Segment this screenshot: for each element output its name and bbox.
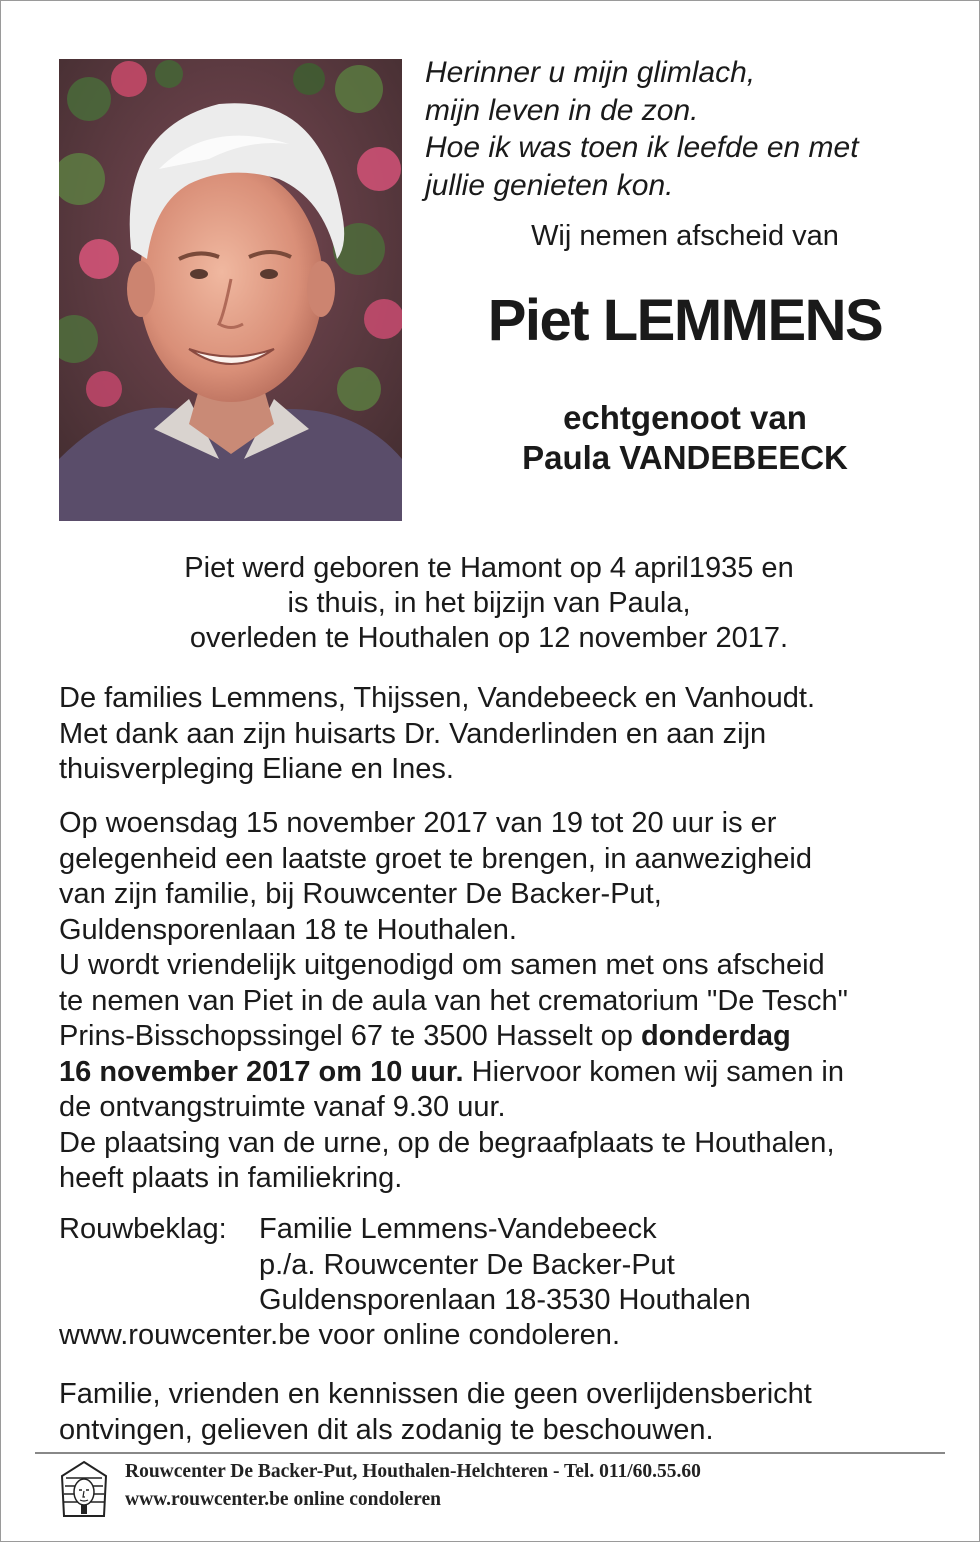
text-line: De plaatsing van de urne, op de begraafplaats te Houthalen, (59, 1126, 835, 1159)
text-line: Familie, vrienden en kennissen die geen overlijdensbericht (59, 1378, 812, 1410)
text-line: van zijn familie, bij Rouwcenter De Backer-Put, (59, 878, 662, 910)
text-line: is thuis, in het bijzijn van Paula, (287, 587, 691, 619)
condolence-website: www.rouwcenter.be voor online condoleren. (59, 1319, 620, 1351)
families-paragraph (59, 681, 939, 788)
portrait-photo (59, 59, 402, 521)
text-line (59, 1019, 939, 1055)
address-line: Guldensporenlaan 18-3530 Houthalen (259, 1284, 751, 1316)
text-line: De families Lemmens, Thijssen, Vandebeeck en Vanhoudt. (59, 682, 816, 714)
text-segment: Prins-Bisschopssingel 67 te 3500 Hasselt op (59, 1020, 641, 1052)
address-line: Familie Lemmens-Vandebeeck (259, 1213, 657, 1245)
deceased-name: Piet LEMMENS (487, 288, 883, 353)
spouse-relation: echtgenoot van (563, 399, 807, 436)
poem-line: Hoe ik was toen ik leefde en met (425, 131, 859, 164)
text-line: thuisverpleging Eliane en Ines. (59, 753, 454, 785)
text-line: U wordt vriendelijk uitgenodigd om samen met ons afscheid (59, 949, 825, 981)
text-line: Met dank aan zijn huisarts Dr. Vanderlinden en aan zijn (59, 717, 767, 750)
birth-death-info (59, 551, 919, 656)
ceremony-date-bold: donderdag (640, 1020, 791, 1052)
spouse-name: Paula VANDEBEECK (522, 439, 848, 476)
rouwbeklag-label: Rouwbeklag: (59, 1213, 227, 1245)
notice-paragraph (59, 1377, 939, 1448)
text-line: gelegenheid een laatste groet te brengen, in aanwezigheid (59, 842, 812, 875)
text-line: Op woensdag 15 november 2017 van 19 tot 20 uur is er (59, 807, 777, 839)
text-line: Guldensporenlaan 18 te Houthalen. (59, 913, 517, 946)
ceremony-paragraph (59, 806, 939, 1197)
ceremony-date-bold: 16 november 2017 om 10 uur. (59, 1055, 464, 1088)
pharaoh-logo-icon (58, 1460, 110, 1518)
text-line (59, 1055, 939, 1091)
spouse-block (420, 398, 950, 478)
memorial-poem (425, 54, 945, 204)
address-block (259, 1212, 751, 1319)
poem-line: Herinner u mijn glimlach, (425, 56, 756, 89)
text-line: te nemen van Piet in de aula van het crematorium "De Tesch" (59, 984, 848, 1017)
text-line: de ontvangstruimte vanaf 9.30 uur. (59, 1091, 506, 1123)
text-line: heeft plaats in familiekring. (59, 1162, 403, 1194)
text-line: Piet werd geboren te Hamont op 4 april1935 en (184, 552, 794, 584)
footer-website: www.rouwcenter.be online condoleren (125, 1489, 441, 1510)
text-line: ontvingen, gelieven dit als zodanig te beschouwen. (59, 1413, 714, 1446)
text-segment: Hiervoor komen wij samen in (463, 1055, 844, 1088)
text-line: overleden te Houthalen op 12 november 2017. (189, 622, 789, 654)
farewell-intro: Wij nemen afscheid van (531, 220, 839, 252)
funeral-home-footer (125, 1458, 701, 1514)
poem-line: mijn leven in de zon. (425, 93, 699, 127)
footer-divider (35, 1452, 945, 1454)
address-line: p./a. Rouwcenter De Backer-Put (259, 1248, 675, 1281)
poem-line: jullie genieten kon. (425, 168, 674, 202)
footer-contact: Rouwcenter De Backer-Put, Houthalen-Helchteren - Tel. 011/60.55.60 (125, 1461, 701, 1482)
